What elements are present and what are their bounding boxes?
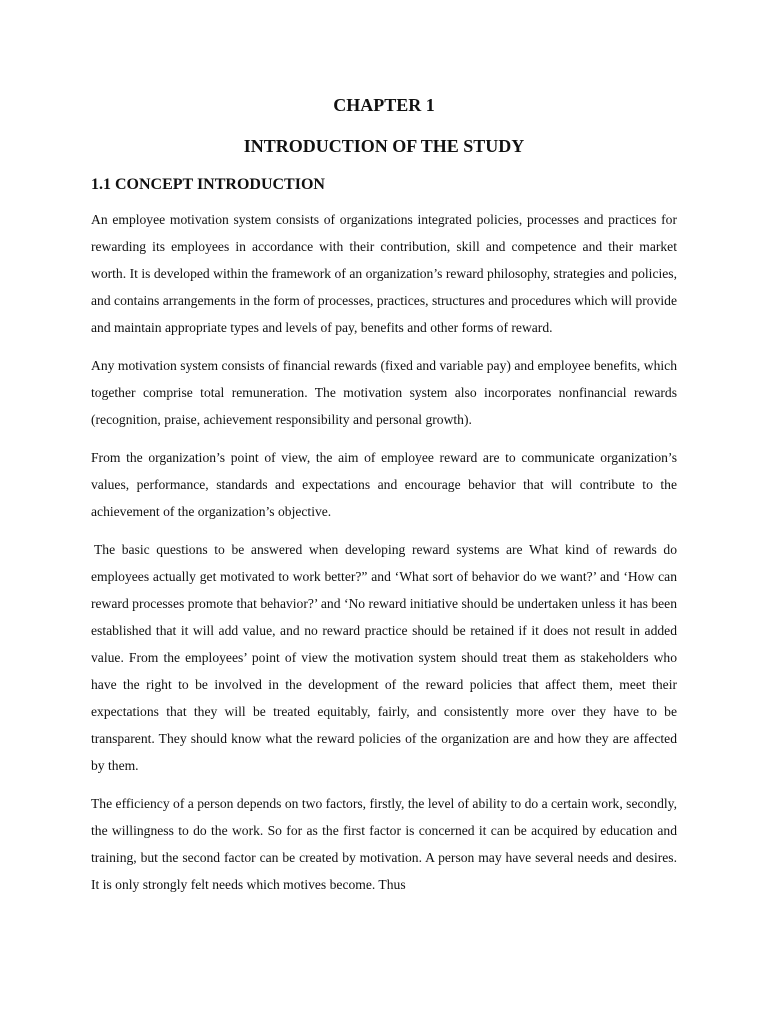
paragraph-1: An employee motivation system consists of organizations integrated policies, processes and practices for rewarding its employees in accordance with their contribution, skill and competence and their market worth. It is developed within the framework of an organization’s reward philosophy, strategies and policies, and contains arrangements in the form of processes, practices, structures and procedures which will provide and maintain appropriate types and levels of pay, benefits and other forms of reward. xyxy=(91,212,677,335)
chapter-title: INTRODUCTION OF THE STUDY xyxy=(243,136,525,156)
paragraph-2: Any motivation system consists of financial rewards (fixed and variable pay) and employee benefits, which together comprise total remuneration. The motivation system also incorporates nonfinancial rewards (recognition, praise, achievement responsibility and personal growth). xyxy=(91,358,677,427)
paragraph-3: From the organization’s point of view, the aim of employee reward are to communicate organization’s values, performance, standards and expectations and encourage behavior that will contribute to the achievement of the organization’s objective. xyxy=(91,450,677,519)
chapter-label: CHAPTER 1 xyxy=(333,95,435,115)
section-heading: 1.1 CONCEPT INTRODUCTION xyxy=(91,176,325,193)
paragraph-5: The efficiency of a person depends on two factors, firstly, the level of ability to do a certain work, secondly, the willingness to do the work. So for as the first factor is concerned it can be acquired by education and training, but the second factor can be created by motivation. A person may have several needs and desires. It is only strongly felt needs which motives become. Thus xyxy=(91,796,677,892)
body-text xyxy=(91,206,677,909)
paragraph-4: The basic questions to be answered when developing reward systems are What kind of rewards do employees actually get motivated to work better?” and ‘What sort of behavior do we want?’ and ‘How can reward processes promote that behavior?’ and ‘No reward initiative should be undertaken unless it has been established that it will add value, and no reward practice should be retained if it does not result in added value. From the employees’ point of view the motivation system should treat them as stakeholders who have the right to be involved in the development of the reward policies that affect them, meet their expectations that they will be treated equitably, fairly, and consistently more over they have to be transparent. They should know what the reward policies of the organization are and how they are affected by them. xyxy=(91,542,677,773)
